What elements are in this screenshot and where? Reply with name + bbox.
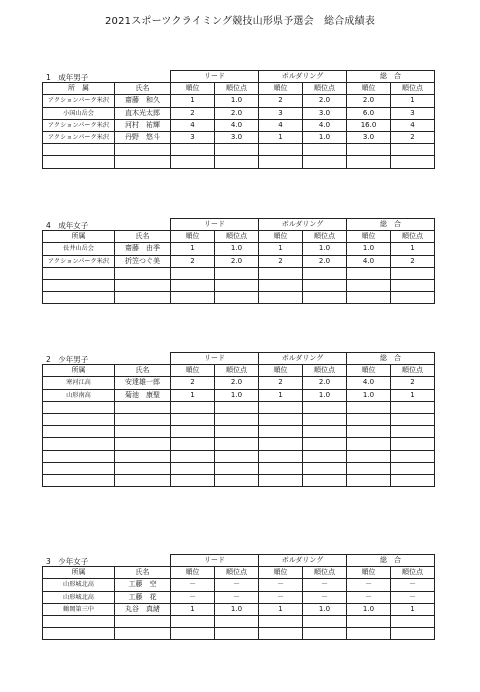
lead-rank-cell	[171, 474, 215, 486]
affiliation-cell	[43, 279, 115, 291]
athlete-name-cell	[115, 615, 171, 627]
column-header-row	[43, 365, 435, 377]
lead-points-cell	[215, 401, 259, 413]
boulder-rank-cell	[259, 156, 303, 168]
lead-rank-header: 順位	[171, 567, 215, 579]
table-row	[43, 389, 435, 401]
boulder-rank-cell	[259, 401, 303, 413]
group-header-row	[43, 71, 435, 83]
boulder-points-cell: 1.0	[303, 131, 347, 143]
lead-points-cell: 3.0	[215, 131, 259, 143]
boulder-rank-cell: －	[259, 579, 303, 591]
affiliation-cell	[43, 628, 115, 640]
total-rank-cell	[391, 438, 435, 450]
lead-rank-cell: 3	[171, 131, 215, 143]
total-rank-cell: 2	[391, 131, 435, 143]
total-points-cell	[347, 426, 391, 438]
lead-rank-cell: 1	[171, 243, 215, 255]
total-points-cell	[347, 413, 391, 425]
boulder-points-cell: 2.0	[303, 255, 347, 267]
table-row	[43, 131, 435, 143]
total-points-cell	[347, 279, 391, 291]
boulder-rank-cell	[259, 628, 303, 640]
lead-points-cell: －	[215, 591, 259, 603]
boulder-rank-cell	[259, 267, 303, 279]
total-points-cell: －	[347, 579, 391, 591]
lead-rank-cell: 2	[171, 255, 215, 267]
lead-points-cell: 1.0	[215, 603, 259, 615]
name-header: 氏名	[115, 365, 171, 377]
total-rank-cell: －	[391, 591, 435, 603]
lead-points-cell: 1.0	[215, 389, 259, 401]
lead-rank-header: 順位	[171, 83, 215, 95]
boulder-points-cell: 2.0	[303, 95, 347, 107]
column-header-row	[43, 231, 435, 243]
affiliation-cell	[43, 156, 115, 168]
blank-cell	[43, 71, 171, 83]
group-header-row	[43, 555, 435, 567]
boulder-points-cell	[303, 401, 347, 413]
athlete-name-cell: 齋藤 由季	[115, 243, 171, 255]
lead-header: リード	[171, 353, 259, 365]
lead-points-cell	[215, 156, 259, 168]
boulder-rank-cell: 3	[259, 107, 303, 119]
boulder-rank-header: 順位	[259, 231, 303, 243]
total-rank-cell	[391, 450, 435, 462]
total-points-cell: 1.0	[347, 389, 391, 401]
table-row	[43, 267, 435, 279]
total-rank-cell: －	[391, 579, 435, 591]
affiliation-cell: アクションパーク米沢	[43, 95, 115, 107]
boulder-points-cell	[303, 438, 347, 450]
table-row	[43, 462, 435, 474]
affiliation-cell: 山形南高	[43, 389, 115, 401]
table-row	[43, 450, 435, 462]
boulder-points-cell	[303, 279, 347, 291]
boulder-points-cell	[303, 156, 347, 168]
boulder-rank-cell: 2	[259, 255, 303, 267]
total-points-cell: 4.0	[347, 377, 391, 389]
boulder-points-cell	[303, 413, 347, 425]
affiliation-cell: アクションパーク米沢	[43, 255, 115, 267]
boulder-points-cell	[303, 628, 347, 640]
results-table-girls	[42, 554, 435, 640]
athlete-name-cell	[115, 438, 171, 450]
affiliation-cell: 長井山岳会	[43, 243, 115, 255]
total-points-cell: 3.0	[347, 131, 391, 143]
total-points-cell	[347, 615, 391, 627]
boulder-points-cell: 2.0	[303, 377, 347, 389]
total-rank-header: 順位	[347, 365, 391, 377]
lead-rank-header: 順位	[171, 231, 215, 243]
total-points-cell	[347, 474, 391, 486]
boulder-points-cell	[303, 450, 347, 462]
total-points-cell	[347, 144, 391, 156]
total-rank-cell: 1	[391, 603, 435, 615]
total-points-cell	[347, 438, 391, 450]
boulder-points-cell: －	[303, 579, 347, 591]
lead-points-header: 順位点	[215, 231, 259, 243]
group-header-row	[43, 219, 435, 231]
athlete-name-cell	[115, 279, 171, 291]
boulder-rank-cell: 1	[259, 131, 303, 143]
table-row	[43, 603, 435, 615]
total-points-cell: 2.0	[347, 95, 391, 107]
lead-points-cell: 4.0	[215, 119, 259, 131]
boulder-points-cell	[303, 462, 347, 474]
blank-cell	[43, 353, 171, 365]
athlete-name-cell: 安達雄一郎	[115, 377, 171, 389]
affiliation-cell	[43, 450, 115, 462]
column-header-row	[43, 567, 435, 579]
blank-cell	[43, 219, 171, 231]
total-header: 総 合	[347, 555, 435, 567]
total-header: 総 合	[347, 353, 435, 365]
lead-points-cell	[215, 628, 259, 640]
table-row	[43, 401, 435, 413]
boulder-rank-cell: 2	[259, 377, 303, 389]
total-rank-header: 順位	[347, 231, 391, 243]
boulder-points-header: 順位点	[303, 567, 347, 579]
boulder-points-cell	[303, 615, 347, 627]
affiliation-cell	[43, 401, 115, 413]
lead-rank-cell	[171, 438, 215, 450]
table-row	[43, 474, 435, 486]
total-rank-cell	[391, 628, 435, 640]
table-row	[43, 628, 435, 640]
boulder-rank-cell: 4	[259, 119, 303, 131]
athlete-name-cell	[115, 267, 171, 279]
boulder-rank-cell: 1	[259, 603, 303, 615]
lead-points-cell	[215, 474, 259, 486]
page-title: 2021スポーツクライミング競技山形県予選会 総合成績表	[104, 16, 376, 27]
table-row	[43, 438, 435, 450]
boulder-rank-header: 順位	[259, 365, 303, 377]
boulder-points-header: 順位点	[303, 231, 347, 243]
table-row	[43, 107, 435, 119]
total-rank-cell	[391, 144, 435, 156]
affiliation-cell: 山形城北高	[43, 591, 115, 603]
lead-points-cell: 1.0	[215, 243, 259, 255]
lead-points-cell	[215, 615, 259, 627]
lead-rank-cell: 2	[171, 377, 215, 389]
total-points-cell	[347, 156, 391, 168]
name-header: 氏名	[115, 567, 171, 579]
lead-points-cell	[215, 144, 259, 156]
athlete-name-cell: 丸谷 真緒	[115, 603, 171, 615]
table-row	[43, 579, 435, 591]
affiliation-cell	[43, 144, 115, 156]
lead-points-cell	[215, 450, 259, 462]
total-points-header: 順位点	[391, 83, 435, 95]
lead-rank-cell: 1	[171, 389, 215, 401]
total-points-cell: －	[347, 591, 391, 603]
table-row	[43, 426, 435, 438]
boulder-header: ボルダリング	[259, 353, 347, 365]
lead-points-cell	[215, 279, 259, 291]
results-table-boys	[42, 352, 435, 487]
table-row	[43, 119, 435, 131]
boulder-points-cell: 1.0	[303, 603, 347, 615]
lead-points-header: 順位点	[215, 83, 259, 95]
column-header-row	[43, 83, 435, 95]
total-points-cell: 6.0	[347, 107, 391, 119]
table-row	[43, 591, 435, 603]
boulder-points-cell	[303, 292, 347, 304]
total-rank-cell: 2	[391, 255, 435, 267]
total-points-cell: 16.0	[347, 119, 391, 131]
athlete-name-cell	[115, 401, 171, 413]
lead-rank-cell	[171, 628, 215, 640]
lead-rank-cell	[171, 401, 215, 413]
boulder-header: ボルダリング	[259, 71, 347, 83]
lead-points-cell	[215, 426, 259, 438]
lead-points-cell	[215, 462, 259, 474]
section-title-boys: 2 少年男子	[46, 355, 89, 364]
affiliation-cell	[43, 426, 115, 438]
lead-rank-cell: 2	[171, 107, 215, 119]
name-header: 氏名	[115, 83, 171, 95]
results-table-women	[42, 218, 435, 304]
table-row	[43, 615, 435, 627]
affiliation-cell	[43, 413, 115, 425]
lead-rank-cell	[171, 426, 215, 438]
lead-points-cell	[215, 438, 259, 450]
total-rank-cell	[391, 401, 435, 413]
boulder-rank-cell	[259, 144, 303, 156]
boulder-points-cell	[303, 474, 347, 486]
lead-rank-cell	[171, 279, 215, 291]
table-row	[43, 279, 435, 291]
affiliation-cell: 山形城北高	[43, 579, 115, 591]
table-row	[43, 255, 435, 267]
table-row	[43, 413, 435, 425]
lead-rank-cell: 1	[171, 603, 215, 615]
affiliation-header: 所属	[43, 567, 115, 579]
total-rank-cell	[391, 279, 435, 291]
lead-points-cell	[215, 292, 259, 304]
affiliation-cell	[43, 438, 115, 450]
table-row	[43, 377, 435, 389]
total-rank-cell	[391, 267, 435, 279]
lead-rank-header: 順位	[171, 365, 215, 377]
table-row	[43, 95, 435, 107]
athlete-name-cell: 丹野 悠斗	[115, 131, 171, 143]
lead-header: リード	[171, 71, 259, 83]
boulder-rank-cell	[259, 474, 303, 486]
group-header-row	[43, 353, 435, 365]
section-title-girls: 3 少年女子	[46, 557, 89, 566]
athlete-name-cell: 菊池 康聖	[115, 389, 171, 401]
table-row	[43, 144, 435, 156]
athlete-name-cell	[115, 426, 171, 438]
lead-rank-cell	[171, 413, 215, 425]
lead-rank-cell	[171, 462, 215, 474]
affiliation-cell: 小国山岳会	[43, 107, 115, 119]
boulder-points-header: 順位点	[303, 365, 347, 377]
total-rank-cell	[391, 156, 435, 168]
section-title-women: 4 成年女子	[46, 221, 89, 230]
total-rank-cell: 1	[391, 95, 435, 107]
athlete-name-cell	[115, 144, 171, 156]
total-rank-cell	[391, 615, 435, 627]
lead-points-header: 順位点	[215, 365, 259, 377]
boulder-points-cell: 1.0	[303, 243, 347, 255]
lead-rank-cell	[171, 292, 215, 304]
lead-rank-cell: 1	[171, 95, 215, 107]
affiliation-cell	[43, 267, 115, 279]
boulder-rank-cell: 2	[259, 95, 303, 107]
lead-points-cell	[215, 413, 259, 425]
total-rank-cell	[391, 292, 435, 304]
boulder-rank-cell	[259, 438, 303, 450]
affiliation-cell: アクションパーク米沢	[43, 119, 115, 131]
boulder-rank-header: 順位	[259, 567, 303, 579]
boulder-rank-cell	[259, 450, 303, 462]
lead-header: リード	[171, 219, 259, 231]
athlete-name-cell: 折笠つぐ美	[115, 255, 171, 267]
total-rank-header: 順位	[347, 83, 391, 95]
affiliation-cell: 鶴岡第三中	[43, 603, 115, 615]
lead-rank-cell: －	[171, 579, 215, 591]
table-row	[43, 292, 435, 304]
total-rank-cell: 1	[391, 243, 435, 255]
boulder-points-cell: 4.0	[303, 119, 347, 131]
affiliation-cell	[43, 474, 115, 486]
lead-points-cell	[215, 267, 259, 279]
athlete-name-cell: 河村 祐輝	[115, 119, 171, 131]
boulder-points-cell: 1.0	[303, 389, 347, 401]
affiliation-cell	[43, 292, 115, 304]
lead-rank-cell	[171, 615, 215, 627]
lead-rank-cell	[171, 450, 215, 462]
total-rank-cell: 4	[391, 119, 435, 131]
boulder-rank-cell: －	[259, 591, 303, 603]
boulder-rank-cell: 1	[259, 389, 303, 401]
athlete-name-cell	[115, 462, 171, 474]
total-header: 総 合	[347, 71, 435, 83]
boulder-points-cell	[303, 426, 347, 438]
boulder-rank-header: 順位	[259, 83, 303, 95]
total-points-cell	[347, 628, 391, 640]
affiliation-cell: アクションパーク米沢	[43, 131, 115, 143]
section-title-men: 1 成年男子	[46, 73, 89, 82]
affiliation-cell	[43, 462, 115, 474]
lead-points-cell: 2.0	[215, 255, 259, 267]
total-points-cell: 4.0	[347, 255, 391, 267]
affiliation-header: 所 属	[43, 83, 115, 95]
affiliation-cell: 寒河江高	[43, 377, 115, 389]
boulder-rank-cell	[259, 413, 303, 425]
athlete-name-cell: 工藤 花	[115, 591, 171, 603]
total-rank-cell	[391, 413, 435, 425]
table-row	[43, 243, 435, 255]
boulder-header: ボルダリング	[259, 555, 347, 567]
lead-rank-cell: 4	[171, 119, 215, 131]
affiliation-header: 所属	[43, 231, 115, 243]
athlete-name-cell	[115, 413, 171, 425]
total-points-header: 順位点	[391, 231, 435, 243]
blank-cell	[43, 555, 171, 567]
total-points-header: 順位点	[391, 365, 435, 377]
lead-rank-cell	[171, 144, 215, 156]
boulder-points-cell	[303, 267, 347, 279]
total-rank-cell: 2	[391, 377, 435, 389]
athlete-name-cell	[115, 292, 171, 304]
lead-points-cell: 1.0	[215, 95, 259, 107]
lead-header: リード	[171, 555, 259, 567]
total-points-cell: 1.0	[347, 603, 391, 615]
lead-rank-cell: －	[171, 591, 215, 603]
athlete-name-cell: 直木光太郎	[115, 107, 171, 119]
athlete-name-cell	[115, 628, 171, 640]
total-points-cell	[347, 462, 391, 474]
boulder-points-cell	[303, 144, 347, 156]
affiliation-header: 所属	[43, 365, 115, 377]
lead-points-cell: 2.0	[215, 107, 259, 119]
total-rank-cell	[391, 474, 435, 486]
boulder-rank-cell	[259, 426, 303, 438]
lead-points-cell: 2.0	[215, 377, 259, 389]
total-points-cell	[347, 401, 391, 413]
lead-points-cell: －	[215, 579, 259, 591]
total-rank-cell	[391, 426, 435, 438]
total-rank-cell: 3	[391, 107, 435, 119]
total-header: 総 合	[347, 219, 435, 231]
total-rank-cell	[391, 462, 435, 474]
boulder-rank-cell: 1	[259, 243, 303, 255]
results-table-men	[42, 70, 435, 169]
boulder-rank-cell	[259, 462, 303, 474]
total-points-cell: 1.0	[347, 243, 391, 255]
athlete-name-cell: 齋藤 和久	[115, 95, 171, 107]
athlete-name-cell: 工藤 空	[115, 579, 171, 591]
affiliation-cell	[43, 615, 115, 627]
name-header: 氏名	[115, 231, 171, 243]
athlete-name-cell	[115, 474, 171, 486]
total-points-cell	[347, 450, 391, 462]
boulder-points-cell: 3.0	[303, 107, 347, 119]
total-rank-cell: 1	[391, 389, 435, 401]
athlete-name-cell	[115, 450, 171, 462]
boulder-points-cell: －	[303, 591, 347, 603]
athlete-name-cell	[115, 156, 171, 168]
lead-rank-cell	[171, 267, 215, 279]
total-points-header: 順位点	[391, 567, 435, 579]
total-rank-header: 順位	[347, 567, 391, 579]
total-points-cell	[347, 267, 391, 279]
lead-points-header: 順位点	[215, 567, 259, 579]
table-row	[43, 156, 435, 168]
boulder-header: ボルダリング	[259, 219, 347, 231]
boulder-rank-cell	[259, 279, 303, 291]
boulder-rank-cell	[259, 292, 303, 304]
total-points-cell	[347, 292, 391, 304]
boulder-points-header: 順位点	[303, 83, 347, 95]
lead-rank-cell	[171, 156, 215, 168]
boulder-rank-cell	[259, 615, 303, 627]
